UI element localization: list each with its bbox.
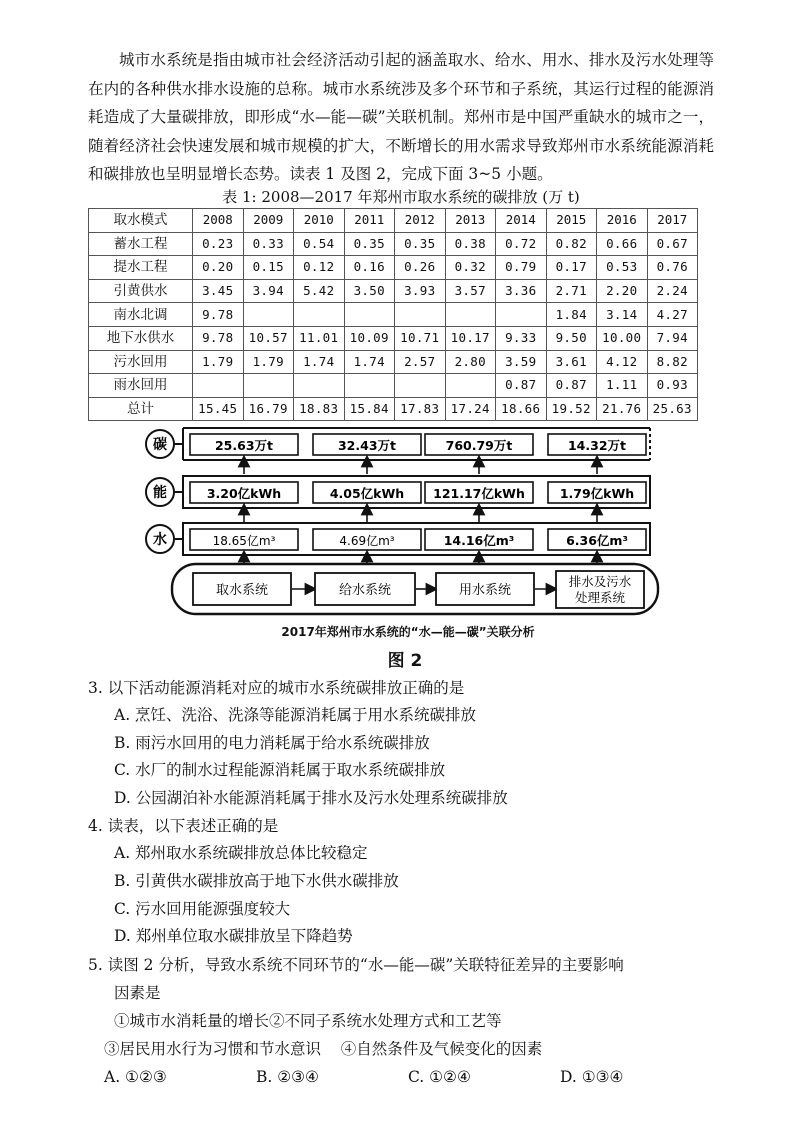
table-cell: 15.84 xyxy=(344,397,395,421)
table-cell: 3.14 xyxy=(597,303,648,327)
table-cell: 11.01 xyxy=(294,326,345,350)
year-header: 2010 xyxy=(294,209,345,233)
table-cell: 0.82 xyxy=(546,232,597,256)
row-label: 引黄供水 xyxy=(89,279,193,303)
figure-caption: 2017年郑州市水系统的“水—能—碳”关联分析 xyxy=(281,625,535,639)
row-label: 南水北调 xyxy=(89,303,193,327)
table-cell: 0.20 xyxy=(193,256,244,280)
table-row xyxy=(89,232,698,256)
carbon-value-intake: 25.63万t xyxy=(214,438,274,453)
table-cell: 25.63 xyxy=(647,397,698,421)
table-cell: 0.26 xyxy=(395,256,446,280)
table-cell: 16.79 xyxy=(243,397,294,421)
table-cell: 0.66 xyxy=(597,232,648,256)
row-label: 雨水回用 xyxy=(89,374,193,398)
table-row xyxy=(89,279,698,303)
table-cell: 2.80 xyxy=(445,350,496,374)
table-cell: 19.52 xyxy=(546,397,597,421)
table-cell: 3.94 xyxy=(243,279,294,303)
table-cell: 9.78 xyxy=(193,303,244,327)
systems-row xyxy=(172,564,658,614)
table-total-row xyxy=(89,397,698,421)
table-cell xyxy=(395,374,446,398)
question-4 xyxy=(88,812,728,950)
table-cell: 10.71 xyxy=(395,326,446,350)
question-stem: 4. 读表，以下表述正确的是 xyxy=(88,817,279,836)
water-value-use: 14.16亿m³ xyxy=(443,533,515,548)
header-label: 取水模式 xyxy=(89,209,193,233)
year-header: 2008 xyxy=(193,209,244,233)
row-label: 总计 xyxy=(89,397,193,421)
year-header: 2017 xyxy=(647,209,698,233)
year-header: 2009 xyxy=(243,209,294,233)
option-a: A. 烹饪、洗浴、洗涤等能源消耗属于用水系统碳排放 xyxy=(114,706,477,724)
carbon-value-supply: 32.43万t xyxy=(337,438,397,453)
table-cell: 2.20 xyxy=(597,279,648,303)
table-cell: 8.82 xyxy=(647,350,698,374)
carbon-value-use: 760.79万t xyxy=(445,438,513,453)
table-caption: 表 1: 2008—2017 年郑州市取水系统的碳排放 (万 t) xyxy=(222,188,580,206)
question-5 xyxy=(88,951,728,1091)
table-cell: 1.79 xyxy=(243,350,294,374)
table-cell: 0.16 xyxy=(344,256,395,280)
table-row xyxy=(89,374,698,398)
table-cell: 0.54 xyxy=(294,232,345,256)
table-cell: 0.35 xyxy=(395,232,446,256)
option-d: D. ①③④ xyxy=(560,1067,624,1086)
factor-line-1: ①城市水消耗量的增长②不同子系统水处理方式和工艺等 xyxy=(114,1011,502,1030)
option-c: C. 污水回用能源强度较大 xyxy=(114,899,291,918)
table-cell: 7.94 xyxy=(647,326,698,350)
table-cell: 0.38 xyxy=(445,232,496,256)
table-cell xyxy=(294,303,345,327)
table-cell: 4.12 xyxy=(597,350,648,374)
carbon-value-drainage: 14.32万t xyxy=(567,438,627,453)
table-cell xyxy=(344,374,395,398)
table-cell: 3.50 xyxy=(344,279,395,303)
figure-2 xyxy=(0,422,794,672)
table-cell: 0.79 xyxy=(496,256,547,280)
year-header: 2011 xyxy=(344,209,395,233)
table-cell xyxy=(243,374,294,398)
option-a: A. 郑州取水系统碳排放总体比较稳定 xyxy=(114,844,368,863)
table-cell: 2.24 xyxy=(647,279,698,303)
table-cell: 5.42 xyxy=(294,279,345,303)
table-cell xyxy=(344,303,395,327)
table-cell: 0.32 xyxy=(445,256,496,280)
row-label: 蓄水工程 xyxy=(89,232,193,256)
energy-value-supply: 4.05亿kWh xyxy=(329,486,405,501)
intro-text: 城市水系统是指由城市社会经济活动引起的涵盖取水、给水、用水、排水及污水处理等在内的各种供水排水设施的总称。城市水系统涉及多个环节和子系统，其运行过程的能源消耗造成了大量碳排放，即形成“水—能—碳”关联机制。郑州市是中国严重缺水的城市之一，随着经济社会快速发展和城市规模的扩大，不断增长的用水需求导致郑州市水系统能源消耗和碳排放也呈明显增长态势。读表 1 及图 2，完成下面 3~5 小题。 xyxy=(88,51,714,184)
water-value-intake: 18.65亿m³ xyxy=(212,534,276,548)
year-header: 2015 xyxy=(546,209,597,233)
carbon-row-label: 碳 xyxy=(153,437,167,453)
table-cell: 10.57 xyxy=(243,326,294,350)
carbon-row xyxy=(146,428,650,460)
table-cell: 0.23 xyxy=(193,232,244,256)
option-b: B. 引黄供水碳排放高于地下水供水碳排放 xyxy=(114,871,399,890)
table-cell: 18.66 xyxy=(496,397,547,421)
table-row xyxy=(89,350,698,374)
questions-section xyxy=(88,674,728,1091)
table-cell: 3.93 xyxy=(395,279,446,303)
table-cell: 2.71 xyxy=(546,279,597,303)
table-cell: 21.76 xyxy=(597,397,648,421)
water-row xyxy=(146,523,650,555)
table-row xyxy=(89,256,698,280)
table-cell: 9.33 xyxy=(496,326,547,350)
table-cell: 10.17 xyxy=(445,326,496,350)
row-label: 地下水供水 xyxy=(89,326,193,350)
table-cell: 1.79 xyxy=(193,350,244,374)
option-a: A. ①②③ xyxy=(104,1067,167,1086)
table-cell: 4.27 xyxy=(647,303,698,327)
system-use: 用水系统 xyxy=(458,583,512,598)
table-cell: 3.57 xyxy=(445,279,496,303)
table-cell: 9.50 xyxy=(546,326,597,350)
year-header: 2013 xyxy=(445,209,496,233)
question-stem-line2: 因素是 xyxy=(114,983,161,1002)
energy-value-intake: 3.20亿kWh xyxy=(206,486,282,501)
option-d: D. 公园湖泊补水能源消耗属于排水及污水处理系统碳排放 xyxy=(114,788,508,807)
water-row-label: 水 xyxy=(153,532,167,548)
table-cell: 0.15 xyxy=(243,256,294,280)
water-energy-carbon-diagram xyxy=(0,422,794,622)
energy-row xyxy=(146,476,650,508)
table-cell: 0.35 xyxy=(344,232,395,256)
row-label: 提水工程 xyxy=(89,256,193,280)
options-row xyxy=(88,1063,728,1091)
table-cell: 0.67 xyxy=(647,232,698,256)
system-intake: 取水系统 xyxy=(215,583,269,598)
option-d: D. 郑州单位取水碳排放呈下降趋势 xyxy=(114,927,353,946)
question-stem-line1: 5. 读图 2 分析，导致水系统不同环节的“水—能—碳”关联特征差异的主要影响 xyxy=(88,955,624,974)
row-label: 污水回用 xyxy=(89,350,193,374)
table-cell: 17.83 xyxy=(395,397,446,421)
intro-paragraph xyxy=(88,46,714,189)
year-header: 2012 xyxy=(395,209,446,233)
table-cell: 18.83 xyxy=(294,397,345,421)
table-cell: 3.45 xyxy=(193,279,244,303)
question-3 xyxy=(88,674,728,812)
energy-row-label: 能 xyxy=(153,485,167,501)
system-drainage-line2: 处理系统 xyxy=(574,590,626,605)
table-cell xyxy=(445,303,496,327)
table-cell xyxy=(243,303,294,327)
table-cell: 1.84 xyxy=(546,303,597,327)
table-cell: 1.11 xyxy=(597,374,648,398)
option-b: B. ②③④ xyxy=(256,1067,319,1086)
factor-line-2: ③居民用水行为习惯和节水意识 ④自然条件及气候变化的因素 xyxy=(104,1039,543,1058)
water-value-supply: 4.69亿m³ xyxy=(339,534,395,548)
year-header: 2016 xyxy=(597,209,648,233)
table-cell: 10.00 xyxy=(597,326,648,350)
option-b: B. 雨污水回用的电力消耗属于给水系统碳排放 xyxy=(114,733,430,752)
table-cell: 1.74 xyxy=(294,350,345,374)
system-drainage-line1: 排水及污水 xyxy=(568,574,632,589)
table-cell: 1.74 xyxy=(344,350,395,374)
carbon-emission-table xyxy=(88,208,698,421)
option-c: C. ①②④ xyxy=(408,1067,471,1086)
table-cell: 0.72 xyxy=(496,232,547,256)
water-value-drainage: 6.36亿m³ xyxy=(566,533,628,548)
table-cell: 3.59 xyxy=(496,350,547,374)
table-cell xyxy=(193,374,244,398)
table-cell: 0.12 xyxy=(294,256,345,280)
table-cell: 0.87 xyxy=(496,374,547,398)
table-cell: 0.87 xyxy=(546,374,597,398)
question-stem: 3. 以下活动能源消耗对应的城市水系统碳排放正确的是 xyxy=(88,679,465,697)
table-cell xyxy=(496,303,547,327)
table-cell: 17.24 xyxy=(445,397,496,421)
table-cell xyxy=(445,374,496,398)
table-cell xyxy=(395,303,446,327)
table-cell: 10.09 xyxy=(344,326,395,350)
table-cell xyxy=(294,374,345,398)
table-cell: 0.93 xyxy=(647,374,698,398)
table-cell: 3.61 xyxy=(546,350,597,374)
table-header-row xyxy=(89,209,698,233)
table-row xyxy=(89,303,698,327)
table-cell: 3.36 xyxy=(496,279,547,303)
year-header: 2014 xyxy=(496,209,547,233)
table-cell: 9.78 xyxy=(193,326,244,350)
table-cell: 0.53 xyxy=(597,256,648,280)
figure-label: 图 2 xyxy=(387,651,423,671)
table-cell: 2.57 xyxy=(395,350,446,374)
system-supply: 给水系统 xyxy=(338,583,392,598)
energy-value-use: 121.17亿kWh xyxy=(433,486,525,501)
option-c: C. 水厂的制水过程能源消耗属于取水系统碳排放 xyxy=(114,761,446,780)
table-row xyxy=(89,326,698,350)
table-cell: 0.76 xyxy=(647,256,698,280)
energy-value-drainage: 1.79亿kWh xyxy=(559,486,635,501)
table-cell: 15.45 xyxy=(193,397,244,421)
table-cell: 0.33 xyxy=(243,232,294,256)
table-cell: 0.17 xyxy=(546,256,597,280)
